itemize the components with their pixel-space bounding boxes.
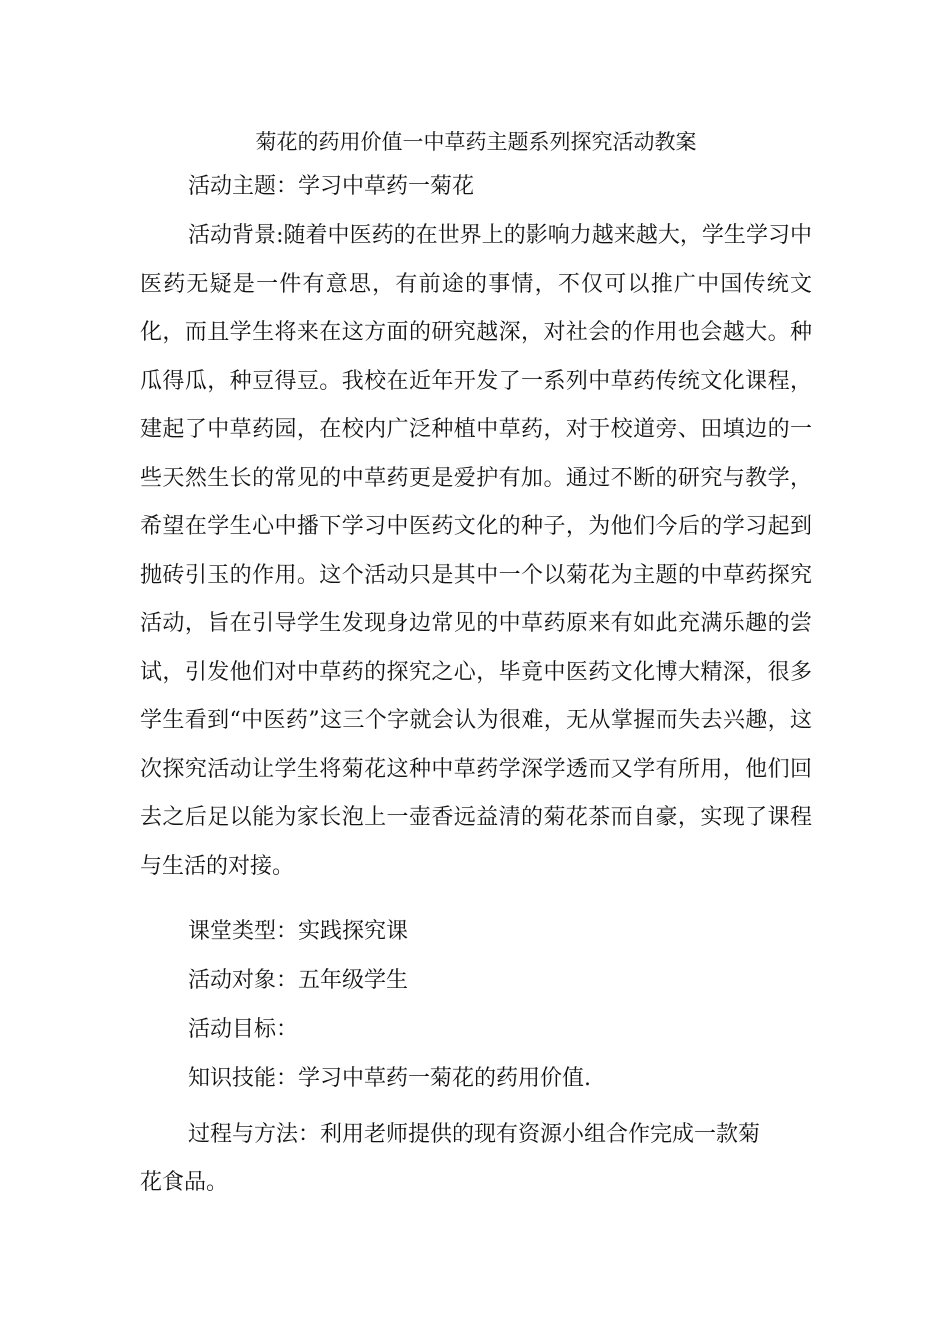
activity-goals-heading: 活动目标： [188, 1017, 299, 1042]
activity-theme: 活动主题：学习中草药一菊花 [188, 174, 475, 199]
class-type: 课堂类型：实践探究课 [188, 919, 409, 944]
activity-background-paragraph: 活动背景:随着中医药的在世界上的影响力越来越大，学生学习中医药无疑是一件有意思，有前途的事情，不仅可以推广中国传统文化，而且学生将来在这方面的研究越深，对社会的作用也会越大。种瓜得瓜，种豆得豆。我校在近年开发了一系列中草药传统文化课程，建起了中草药园，在校内广泛种植中草药，对于校道旁、田填边的一些天然生长的常见的中草药更是爱护有加。通过不断的研究与教学，希望在学生心中播下学习中医药文化的种子，为他们今后的学习起到抛砖引玉的作用。这个活动只是其中一个以菊花为主题的中草药探究活动，旨在引导学生发现身边常见的中草药原来有如此充满乐趣的尝试，引发他们对中草药的探究之心，毕竟中医药文化博大精深，很多学生看到“中医药”这三个字就会认为很难，无从掌握而失去兴趣，这次探究活动让学生将菊花这种中草药学深学透而又学有所用，他们回去之后足以能为家长泡上一壶香远益清的菊花茶而自豪，实现了课程与生活的对接。 [140, 223, 812, 879]
activity-target: 活动对象：五年级学生 [188, 968, 409, 993]
document-title: 菊花的药用价值一中草药主题系列探究活动教案 [255, 130, 697, 154]
process-and-method-paragraph: 过程与方法：利用老师提供的现有资源小组合作完成一款菊花食品。 [140, 1122, 761, 1195]
knowledge-skills: 知识技能：学习中草药一菊花的药用价值. [188, 1066, 591, 1091]
